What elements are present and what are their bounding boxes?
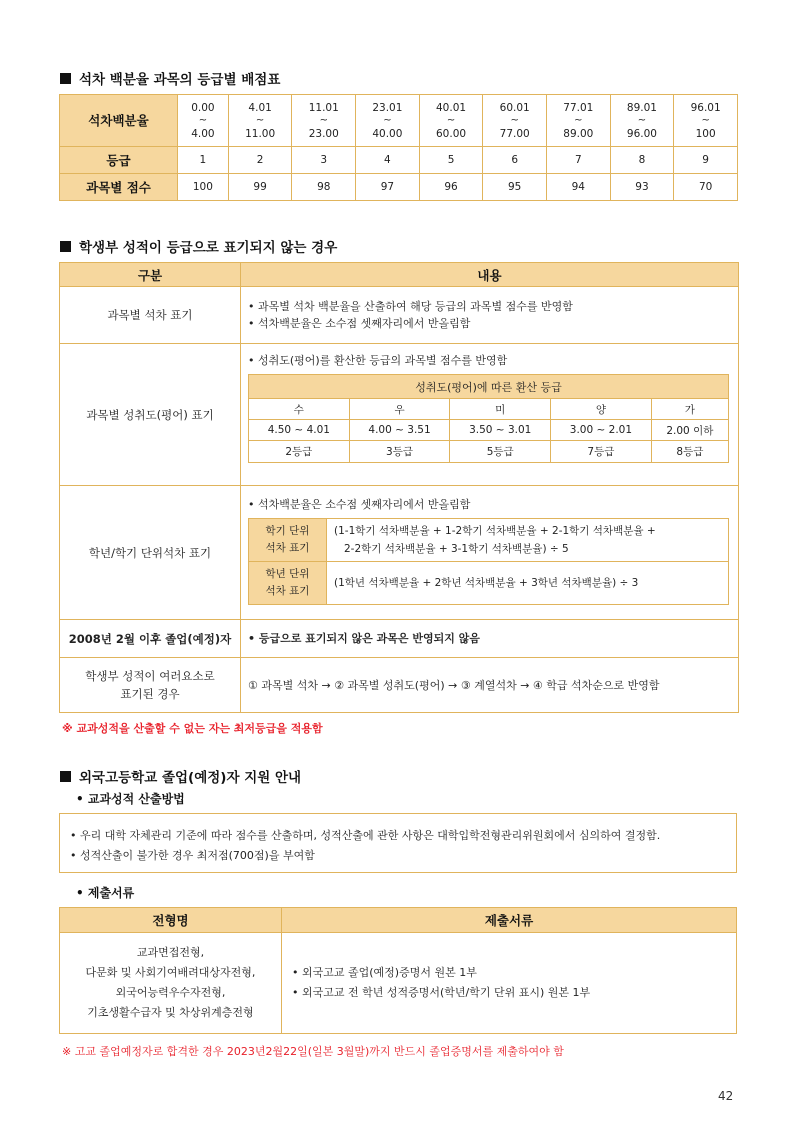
square-bullet-icon xyxy=(60,241,71,252)
row-label-achievement: 과목별 성취도(평어) 표기 xyxy=(60,344,241,486)
section-3-heading xyxy=(60,766,301,786)
score-cell: 99 xyxy=(228,174,292,201)
range-cell: 60.01 ~ 77.00 xyxy=(483,95,547,147)
grade-cell: 4 xyxy=(356,147,420,174)
conversion-caption: 성취도(평어)에 따른 환산 등급 xyxy=(249,375,729,399)
row-content-subject-rank: • 과목별 석차 백분율을 산출하여 해당 등급의 과목별 점수를 반영함 • 석차백분율은 소수점 셋째자리에서 반올림함 xyxy=(241,287,739,344)
unit-rank-formula-table xyxy=(248,518,729,605)
level-range-cell: 4.00 ~ 3.51 xyxy=(349,420,450,441)
grade-header: 등급 xyxy=(60,147,178,174)
range-cell: 96.01 ~ 100 xyxy=(674,95,738,147)
score-cell: 98 xyxy=(292,174,356,201)
level-cell: 양 xyxy=(551,399,652,420)
range-cell: 77.01 ~ 89.00 xyxy=(547,95,611,147)
submission-documents-table xyxy=(59,907,737,1034)
range-cell: 0.00 ~ 4.00 xyxy=(178,95,229,147)
level-cell: 수 xyxy=(249,399,350,420)
section-1-title: 석차 백분율 과목의 등급별 배점표 xyxy=(79,72,281,88)
square-bullet-icon xyxy=(60,771,71,782)
score-cell: 97 xyxy=(356,174,420,201)
level-range-cell: 2.00 이하 xyxy=(651,420,728,441)
level-range-cell: 4.50 ~ 4.01 xyxy=(249,420,350,441)
grade-cell: 6 xyxy=(483,147,547,174)
converted-grade-cell: 2등급 xyxy=(249,441,350,463)
docs-header: 제출서류 xyxy=(282,908,737,933)
section-1-heading xyxy=(60,68,280,88)
level-cell: 우 xyxy=(349,399,450,420)
range-cell: 11.01 ~ 23.00 xyxy=(292,95,356,147)
section-3-title: 외국고등학교 졸업(예정)자 지원 안내 xyxy=(79,770,302,786)
semester-formula: (1-1학기 석차백분율 + 1-2학기 석차백분율 + 2-1학기 석차백분율 + 2-2학기 석차백분율 + 3-1학기 석차백분율) ÷ 5 xyxy=(327,519,729,562)
score-cell: 94 xyxy=(547,174,611,201)
row-label-2008-graduates: 2008년 2월 이후 졸업(예정)자 xyxy=(60,620,241,658)
converted-grade-cell: 7등급 xyxy=(551,441,652,463)
content-header: 내용 xyxy=(241,263,739,287)
row-label-subject-rank: 과목별 석차 표기 xyxy=(60,287,241,344)
grade-cell: 9 xyxy=(674,147,738,174)
minimum-grade-note: ※ 교과성적을 산출할 수 없는 자는 최저등급을 적용함 xyxy=(62,722,323,735)
row-label-multiple-factors: 학생부 성적이 여러요소로 표기된 경우 xyxy=(60,658,241,713)
row-content-achievement: • 성취도(평어)를 환산한 등급의 과목별 점수를 반영함 성취도(평어)에 따른 환산 등급 수 우 미 양 가 4.50 ~ 4.01 4.00 ~ 3.51 3.50 ~ 3.01 3.00 ~ 2.01 2.00 이하 2등급 3등급 5등급 7등급 8등급 xyxy=(241,344,739,486)
level-cell: 가 xyxy=(651,399,728,420)
grade-cell: 2 xyxy=(228,147,292,174)
level-range-cell: 3.00 ~ 2.01 xyxy=(551,420,652,441)
documents-subtitle: • 제출서류 xyxy=(76,886,135,900)
admission-types-cell: 교과면접전형, 다문화 및 사회기여배려대상자전형, 외국어능력우수자전형, 기초생활수급자 및 차상위계층전형 xyxy=(60,933,282,1034)
score-header: 과목별 점수 xyxy=(60,174,178,201)
grade-cell: 3 xyxy=(292,147,356,174)
section-2-heading xyxy=(60,236,337,256)
section-2-title: 학생부 성적이 등급으로 표기되지 않는 경우 xyxy=(79,240,338,256)
score-cell: 96 xyxy=(419,174,483,201)
grade-cell: 5 xyxy=(419,147,483,174)
level-range-cell: 3.50 ~ 3.01 xyxy=(450,420,551,441)
percentile-header: 석차백분율 xyxy=(60,95,178,147)
range-cell: 40.01 ~ 60.00 xyxy=(419,95,483,147)
row-content-2008-graduates: • 등급으로 표기되지 않은 과목은 반영되지 않음 xyxy=(241,620,739,658)
achievement-conversion-table xyxy=(248,374,729,463)
grade-score-table xyxy=(59,94,738,201)
grade-cell: 1 xyxy=(178,147,229,174)
required-docs-cell: • 외국고교 졸업(예정)증명서 원본 1부 • 외국고교 전 학년 성적증명서(학년/학기 단위 표시) 원본 1부 xyxy=(282,933,737,1034)
range-cell: 4.01 ~ 11.00 xyxy=(228,95,292,147)
level-cell: 미 xyxy=(450,399,551,420)
grade-cell: 8 xyxy=(610,147,674,174)
page-number: 42 xyxy=(718,1089,734,1103)
converted-grade-cell: 8등급 xyxy=(651,441,728,463)
year-formula: (1학년 석차백분율 + 2학년 석차백분율 + 3학년 석차백분율) ÷ 3 xyxy=(327,562,729,605)
grade-calc-box: • 우리 대학 자체관리 기준에 따라 점수를 산출하며, 성적산출에 관한 사항은 대학입학전형관리위원회에서 심의하여 결정함. • 성적산출이 불가한 경우 최저점(700점)을 부여함 xyxy=(59,813,737,873)
grade-cell: 7 xyxy=(547,147,611,174)
square-bullet-icon xyxy=(60,73,71,84)
score-cell: 93 xyxy=(610,174,674,201)
score-cell: 70 xyxy=(674,174,738,201)
score-cell: 100 xyxy=(178,174,229,201)
graduation-certificate-note: ※ 고교 졸업예정자로 합격한 경우 2023년2월22일(일본 3월말)까지 반드시 졸업증명서를 제출하여야 함 xyxy=(62,1045,564,1058)
range-cell: 89.01 ~ 96.00 xyxy=(610,95,674,147)
row-content-unit-rank: • 석차백분율은 소수점 셋째자리에서 반올림함 학기 단위 석차 표기 (1-1학기 석차백분율 + 1-2학기 석차백분율 + 2-1학기 석차백분율 + 2-2학기 석차백분율 + 3-1학기 석차백분율) ÷ 5 학년 단위 석차 표기 (1학년 석차백분율 + 2학년 석차백분율 + 3학년 석차백분율) ÷ 3 xyxy=(241,486,739,620)
category-header: 구분 xyxy=(60,263,241,287)
converted-grade-cell: 3등급 xyxy=(349,441,450,463)
year-unit-caption: 학년 단위 석차 표기 xyxy=(249,562,327,605)
semester-unit-caption: 학기 단위 석차 표기 xyxy=(249,519,327,562)
range-cell: 23.01 ~ 40.00 xyxy=(356,95,420,147)
row-content-multiple-factors: ① 과목별 석차 → ② 과목별 성취도(평어) → ③ 계열석차 → ④ 학급 석차순으로 반영함 xyxy=(241,658,739,713)
type-header: 전형명 xyxy=(60,908,282,933)
grade-calc-subtitle: • 교과성적 산출방법 xyxy=(76,792,185,806)
converted-grade-cell: 5등급 xyxy=(450,441,551,463)
row-label-unit-rank: 학년/학기 단위석차 표기 xyxy=(60,486,241,620)
non-grade-cases-table xyxy=(59,262,739,713)
score-cell: 95 xyxy=(483,174,547,201)
